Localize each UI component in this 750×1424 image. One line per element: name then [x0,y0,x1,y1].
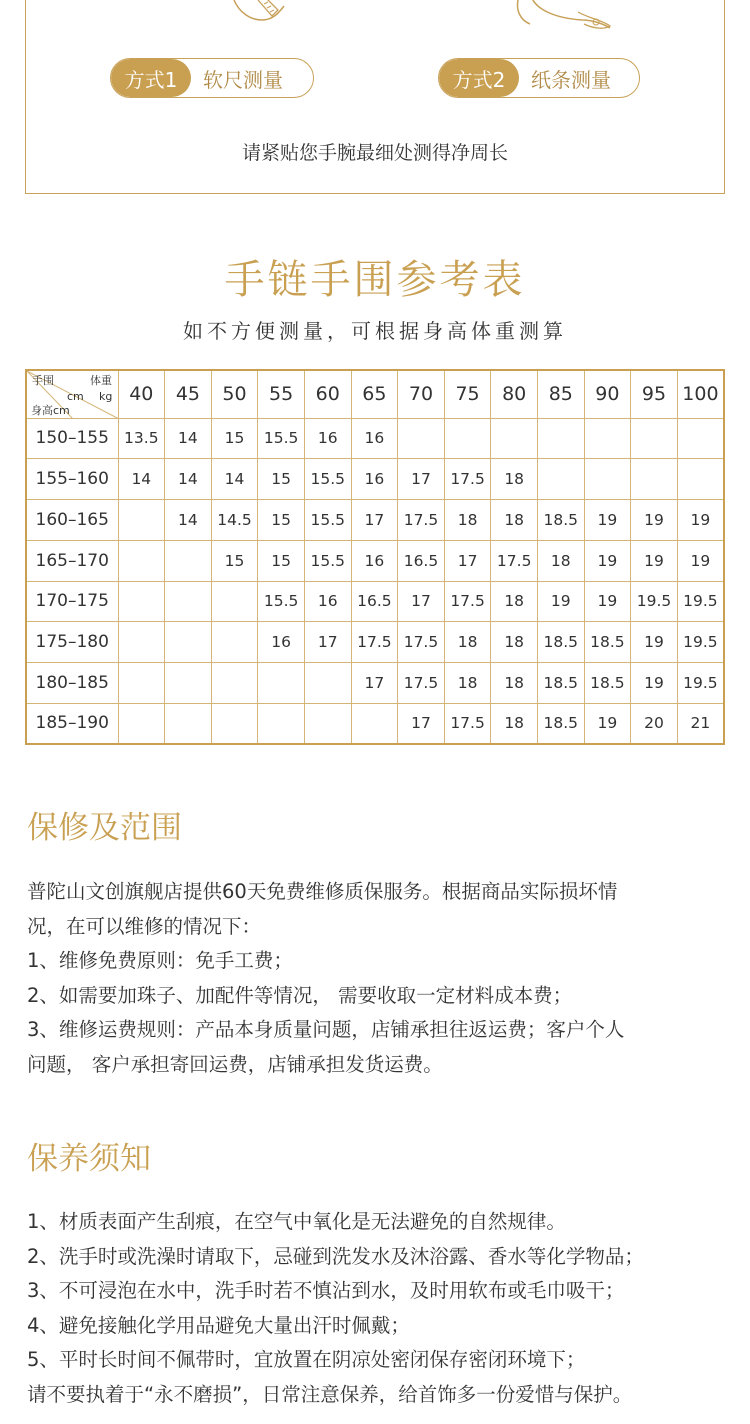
wrist-size-cell: 16 [258,622,305,663]
warranty-line: 问题， 客户承担寄回运费，店铺承担发货运费。 [27,1052,443,1076]
weight-header-80: 80 [491,370,538,418]
wrist-size-cell [118,540,165,581]
measure-note: 请紧贴您手腕最细处测得净周长 [241,142,508,164]
weight-header-100: 100 [677,370,724,418]
wrist-size-cell: 17.5 [491,540,538,581]
wrist-size-cell: 17.5 [444,581,491,622]
wrist-size-cell: 18 [491,622,538,663]
table-row [26,418,724,459]
wrist-size-cell [491,418,538,459]
wrist-size-cell: 17.5 [398,500,445,541]
wrist-size-cell: 16 [351,459,398,500]
method2-text: 纸条测量 [531,67,611,92]
weight-header-45: 45 [165,370,212,418]
method2-badge [438,58,640,98]
wrist-size-cell: 18 [444,500,491,541]
wrist-size-cell [118,500,165,541]
wrist-size-cell: 17 [398,703,445,744]
wrist-size-cell: 21 [677,703,724,744]
wrist-size-cell [211,622,258,663]
wrist-size-cell: 15.5 [304,540,351,581]
wrist-size-cell: 19.5 [677,663,724,704]
wrist-size-cell: 14 [118,459,165,500]
wrist-size-cell: 17 [398,459,445,500]
weight-header-90: 90 [584,370,631,418]
wrist-size-cell [304,663,351,704]
warranty-line: 普陀山文创旗舰店提供60天免费维修质保服务。根据商品实际损坏情 [27,880,618,903]
tape-measure-wrist-icon [214,0,304,38]
warranty-line: 1、维修免费原则：免手工费； [27,949,293,972]
wrist-size-cell [118,581,165,622]
wrist-size-cell: 17 [351,663,398,704]
care-line: 5、平时长时间不佩带时，宜放置在阴凉处密闭保存密闭环境下； [27,1348,586,1371]
corner-weight-unit: kg [99,390,113,403]
wrist-size-cell: 19 [677,500,724,541]
wrist-size-cell: 18 [491,663,538,704]
wrist-size-cell [537,418,584,459]
wrist-size-cell: 18 [537,540,584,581]
wrist-size-cell [211,663,258,704]
wrist-size-cell [584,459,631,500]
method1-badge [110,58,314,98]
wrist-size-cell: 14 [211,459,258,500]
wrist-size-cell: 18 [491,703,538,744]
table-body [26,418,724,744]
table-row [26,459,724,500]
height-label: 175–180 [26,622,118,663]
wrist-size-cell [165,540,212,581]
weight-header-70: 70 [398,370,445,418]
wrist-size-cell: 19.5 [631,581,678,622]
weight-header-50: 50 [211,370,258,418]
wrist-size-cell [211,703,258,744]
wrist-size-cell: 16 [304,418,351,459]
weight-header-85: 85 [537,370,584,418]
wrist-size-cell [165,581,212,622]
wrist-size-cell: 19 [537,581,584,622]
wrist-size-cell [584,418,631,459]
method2-tag: 方式2 [439,59,519,97]
table-row [26,703,724,744]
size-chart-title: 手链手围参考表 [224,257,526,303]
corner-wrist-unit: cm [67,390,84,403]
weight-header-60: 60 [304,370,351,418]
warranty-title: 保修及范围 [27,810,182,846]
wrist-size-cell [118,663,165,704]
size-chart-table [25,369,725,745]
wrist-size-cell: 17.5 [444,459,491,500]
wrist-size-cell: 18.5 [584,622,631,663]
care-line: 2、洗手时或洗澡时请取下，忌碰到洗发水及沐浴露、香水等化学物品； [27,1244,644,1268]
wrist-size-cell: 15.5 [258,581,305,622]
height-label: 155–160 [26,459,118,500]
wrist-size-cell: 17.5 [398,663,445,704]
wrist-size-cell: 19 [584,500,631,541]
wrist-size-cell: 16 [304,581,351,622]
table-row [26,663,724,704]
wrist-size-cell [631,459,678,500]
paper-strip-wrist-icon [492,0,622,38]
wrist-size-cell: 18.5 [537,622,584,663]
weight-header-95: 95 [631,370,678,418]
table-header-row [26,370,724,418]
corner-height-label: 身高cm [31,404,70,417]
table-row [26,500,724,541]
wrist-size-cell: 18 [491,581,538,622]
wrist-size-cell: 14 [165,418,212,459]
wrist-size-cell: 18.5 [537,500,584,541]
care-line: 4、避免接触化学用品避免大量出汗时佩戴； [27,1313,410,1337]
height-label: 150–155 [26,418,118,459]
wrist-size-cell: 17 [398,581,445,622]
method1-tag: 方式1 [111,59,191,97]
wrist-size-cell [351,703,398,744]
wrist-size-cell: 16.5 [398,540,445,581]
wrist-size-cell: 19 [584,703,631,744]
wrist-size-cell: 19 [631,500,678,541]
wrist-size-cell [211,581,258,622]
wrist-size-cell [444,418,491,459]
wrist-size-cell: 16 [351,540,398,581]
table-row [26,540,724,581]
height-label: 180–185 [26,663,118,704]
wrist-size-cell: 16 [351,418,398,459]
care-line: 3、不可浸泡在水中，洗手时若不慎沾到水，及时用软布或毛巾吸干； [27,1279,625,1302]
measure-methods-box [25,0,725,194]
table-row [26,581,724,622]
wrist-size-cell: 18 [491,500,538,541]
wrist-size-cell: 20 [631,703,678,744]
wrist-size-cell: 17 [444,540,491,581]
height-label: 185–190 [26,703,118,744]
wrist-size-cell: 16.5 [351,581,398,622]
wrist-size-cell [677,459,724,500]
wrist-size-cell: 15 [258,540,305,581]
corner-weight-label: 体重 [90,374,112,387]
wrist-size-cell: 15.5 [258,418,305,459]
wrist-size-cell: 15 [211,540,258,581]
wrist-size-cell: 19 [584,540,631,581]
warranty-line: 3、维修运费规则：产品本身质量问题，店铺承担往返运费；客户个人 [27,1018,625,1041]
wrist-size-cell: 15 [258,459,305,500]
wrist-size-cell [165,663,212,704]
wrist-size-cell: 19 [631,540,678,581]
care-text [27,1205,727,1412]
wrist-size-cell: 17.5 [398,622,445,663]
wrist-size-cell: 19.5 [677,622,724,663]
wrist-size-cell: 18 [491,459,538,500]
wrist-size-cell [304,703,351,744]
wrist-size-cell: 18 [444,622,491,663]
wrist-size-cell: 18.5 [537,703,584,744]
wrist-size-cell [398,418,445,459]
corner-wrist-label: 手围 [32,374,54,387]
wrist-size-cell [258,663,305,704]
wrist-size-cell [677,418,724,459]
wrist-size-cell: 19.5 [677,581,724,622]
wrist-size-cell: 14.5 [211,500,258,541]
wrist-size-cell [118,622,165,663]
height-label: 160–165 [26,500,118,541]
wrist-size-cell: 17 [351,500,398,541]
wrist-size-cell: 19 [584,581,631,622]
height-label: 165–170 [26,540,118,581]
wrist-size-cell: 15.5 [304,459,351,500]
wrist-size-cell: 18.5 [537,663,584,704]
wrist-size-cell: 13.5 [118,418,165,459]
wrist-size-cell: 15 [258,500,305,541]
wrist-size-cell: 17.5 [351,622,398,663]
wrist-size-cell: 19 [631,622,678,663]
weight-header-65: 65 [351,370,398,418]
weight-header-40: 40 [118,370,165,418]
weight-header-75: 75 [444,370,491,418]
wrist-size-cell: 19 [631,663,678,704]
wrist-size-cell: 19 [677,540,724,581]
height-label: 170–175 [26,581,118,622]
wrist-size-cell: 15 [211,418,258,459]
wrist-size-cell [537,459,584,500]
wrist-size-cell: 14 [165,500,212,541]
warranty-line: 况，在可以维修的情况下： [27,914,262,938]
care-title: 保养须知 [27,1141,151,1177]
care-line: 请不要执着于“永不磨损”，日常注意保养，给首饰多一份爱惜与保护。 [27,1382,633,1406]
wrist-size-cell: 17.5 [444,703,491,744]
wrist-size-cell: 17 [304,622,351,663]
wrist-size-cell: 14 [165,459,212,500]
wrist-size-cell: 18 [444,663,491,704]
weight-header-55: 55 [258,370,305,418]
method1-text: 软尺测量 [203,67,283,92]
wrist-size-cell [258,703,305,744]
table-corner-cell [26,370,118,418]
table-row [26,622,724,663]
wrist-size-cell [165,703,212,744]
wrist-size-cell [631,418,678,459]
care-line: 1、材质表面产生刮痕，在空气中氧化是无法避免的自然规律。 [27,1210,566,1233]
warranty-line: 2、如需要加珠子、加配件等情况， 需要收取一定材料成本费； [27,983,573,1007]
wrist-size-cell: 18.5 [584,663,631,704]
size-chart-subtitle: 如不方便测量，可根据身高体重测算 [183,319,567,343]
wrist-size-cell: 15.5 [304,500,351,541]
warranty-text [27,875,727,1082]
wrist-size-cell [165,622,212,663]
wrist-size-cell [118,703,165,744]
